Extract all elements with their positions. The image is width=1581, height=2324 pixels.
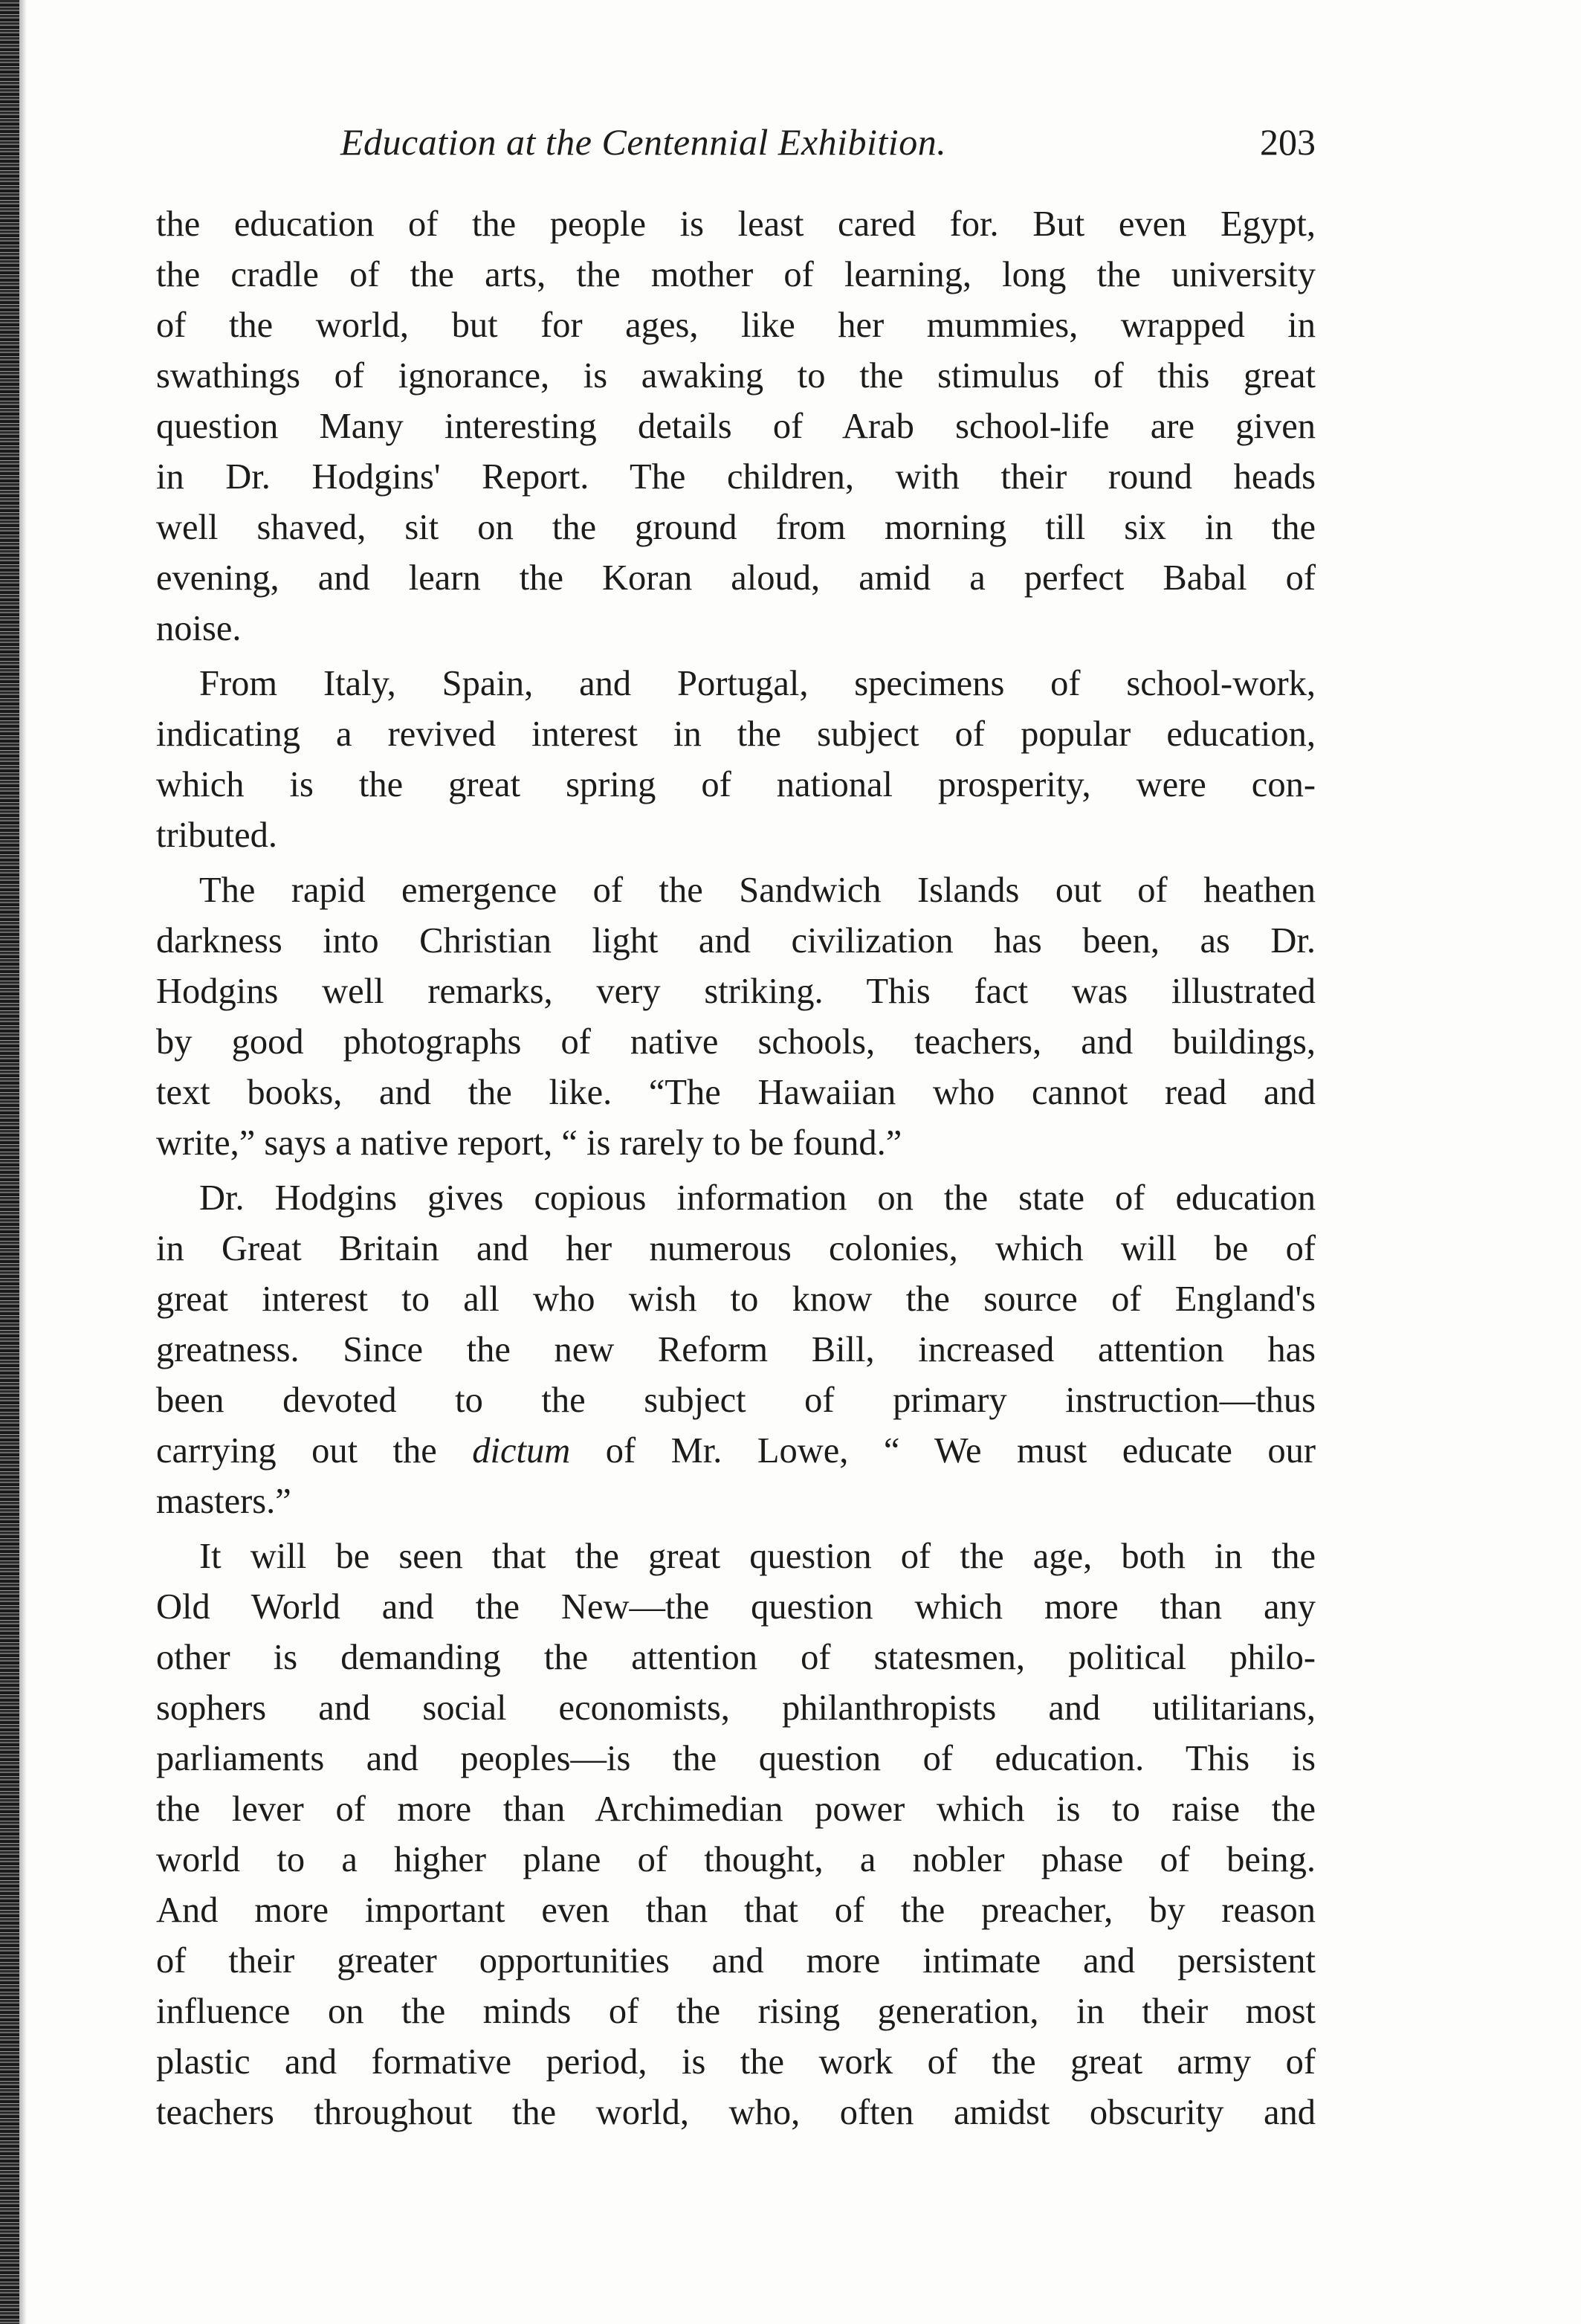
text-line: world to a higher plane of thought, a nobler phase of being. bbox=[156, 1840, 1316, 1879]
paragraph-great-britain bbox=[156, 1173, 1316, 1527]
dictum-line-before: carrying out the bbox=[156, 1431, 473, 1471]
text-line: of the world, but for ages, like her mummies, wrapped in bbox=[156, 306, 1316, 345]
paragraph-sandwich-islands bbox=[156, 865, 1316, 1169]
paragraph-italy-spain-portugal bbox=[156, 659, 1316, 861]
text-line: sophers and social economists, philanthropists and utilitarians, bbox=[156, 1688, 1316, 1728]
text-line: swathings of ignorance, is awaking to the stimulus of this great bbox=[156, 356, 1316, 396]
body-text bbox=[156, 199, 1316, 2143]
text-line: question Many interesting details of Arab school-life are given bbox=[156, 407, 1316, 446]
text-line: by good photographs of native schools, teachers, and buildings, bbox=[156, 1022, 1316, 1062]
running-head bbox=[156, 120, 1316, 172]
text-line: write,” says a native report, “ is rarely to be found.” bbox=[156, 1123, 902, 1163]
text-line: From Italy, Spain, and Portugal, specimens of school-work, bbox=[199, 664, 1316, 703]
text-line: great interest to all who wish to know the source of England's bbox=[156, 1279, 1316, 1319]
text-line: indicating a revived interest in the subject of popular education, bbox=[156, 714, 1316, 754]
text-line: other is demanding the attention of statesmen, political philo- bbox=[156, 1638, 1316, 1677]
dictum-line-after: of Mr. Lowe, “ We must educate our bbox=[570, 1431, 1316, 1471]
text-line-dictum bbox=[156, 1426, 1316, 1476]
text-line: the education of the people is least cared for. But even Egypt, bbox=[156, 204, 1316, 244]
paragraph-egypt bbox=[156, 199, 1316, 654]
text-line: the cradle of the arts, the mother of learning, long the university bbox=[156, 255, 1316, 294]
text-line: greatness. Since the new Reform Bill, increased attention has bbox=[156, 1330, 1316, 1369]
text-line: parliaments and peoples—is the question of education. This is bbox=[156, 1739, 1316, 1778]
text-line: which is the great spring of national prosperity, were con- bbox=[156, 765, 1316, 804]
text-line: in Great Britain and her numerous colonies, which will be of bbox=[156, 1229, 1316, 1268]
text-line: It will be seen that the great question of the age, both in the bbox=[199, 1537, 1316, 1576]
page-number: 203 bbox=[1260, 121, 1316, 163]
text-line: of their greater opportunities and more intimate and persistent bbox=[156, 1941, 1316, 1981]
text-line: The rapid emergence of the Sandwich Islands out of heathen bbox=[199, 871, 1316, 910]
text-line: darkness into Christian light and civilization has been, as Dr. bbox=[156, 921, 1316, 961]
text-line: tributed. bbox=[156, 816, 277, 855]
text-line: Hodgins well remarks, very striking. This fact was illustrated bbox=[156, 972, 1316, 1011]
text-line: And more important even than that of the preacher, by reason bbox=[156, 1891, 1316, 1930]
text-line: teachers throughout the world, who, often amidst obscurity and bbox=[156, 2093, 1316, 2132]
binding-edge bbox=[0, 0, 19, 2324]
text-line: Old World and the New—the question which more than any bbox=[156, 1587, 1316, 1627]
paragraph-question-of-education bbox=[156, 1531, 1316, 2138]
text-line: in Dr. Hodgins' Report. The children, with their round heads bbox=[156, 457, 1316, 497]
dictum-italic: dictum bbox=[472, 1431, 571, 1471]
text-line: masters.” bbox=[156, 1482, 291, 1521]
text-line: Dr. Hodgins gives copious information on the state of education bbox=[199, 1178, 1316, 1218]
text-line: the lever of more than Archimedian power which is to raise the bbox=[156, 1789, 1316, 1829]
text-line: plastic and formative period, is the work of the great army of bbox=[156, 2042, 1316, 2082]
text-line: influence on the minds of the rising generation, in their most bbox=[156, 1992, 1316, 2031]
text-line: well shaved, sit on the ground from morning till six in the bbox=[156, 508, 1316, 547]
text-line: text books, and the like. “The Hawaiian who cannot read and bbox=[156, 1073, 1316, 1112]
running-title: Education at the Centennial Exhibition. bbox=[340, 121, 947, 163]
text-line: been devoted to the subject of primary instruction—thus bbox=[156, 1381, 1316, 1420]
text-line: evening, and learn the Koran aloud, amid a perfect Babal of bbox=[156, 558, 1316, 598]
text-line: noise. bbox=[156, 609, 242, 648]
